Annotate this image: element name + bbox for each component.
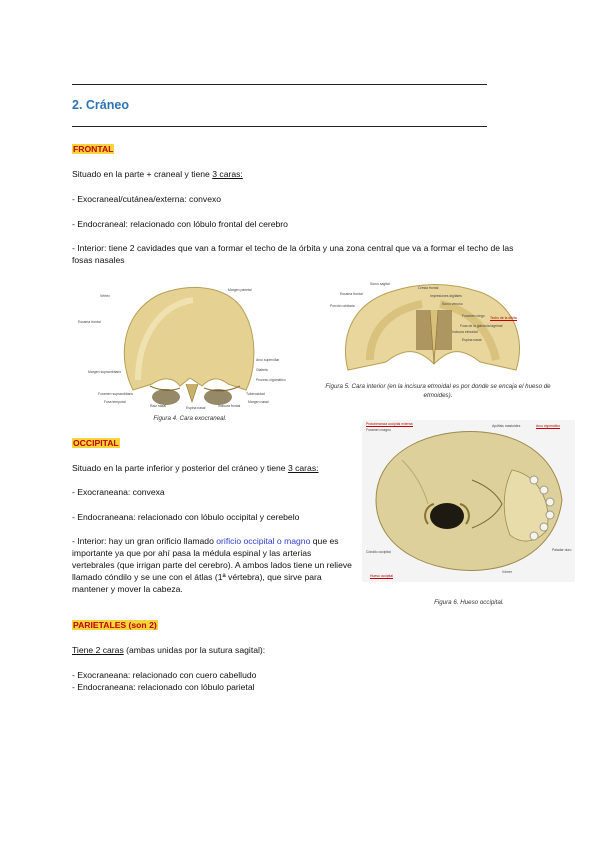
frontal-item-exocraneal: - Exocraneal/cutánea/externa: convexo (72, 194, 222, 204)
fig4-label: Raíz nasal (150, 404, 167, 408)
occipital-interior-text-before: - Interior: hay un gran orificio llamado (72, 536, 217, 546)
fig5-label: Porción orbitaria (330, 304, 355, 308)
fig4-label: Tuberosidad (246, 392, 265, 396)
fig5-label: Cresta frontal (418, 286, 439, 290)
figure-4-frontal-exocraneal-image (78, 280, 296, 410)
figure-5-frontal-interior-image (330, 280, 540, 378)
figure-6-caption: Figura 6. Hueso occipital. (434, 599, 504, 606)
fig6-label: Protuberancia occipital externa (366, 422, 413, 426)
parietales-item-exocraneana: - Exocraneana: relacionado con cuero cabelludo (72, 670, 257, 680)
figure-6-occipital-image (362, 420, 575, 582)
fig4-label: Incisura frontal (218, 404, 241, 408)
fig5-label: Impresiones digitales (430, 294, 462, 298)
occipital-interior-text-after: que es importante ya que por ahí pasa la médula espinal y las arterias vertebrales (que irrigan parte del cerebro). A ambos lados tiene un relieve llamado cóndilo y se une con el átlas (1ª vértebra), que sirve para mantener y mover la cabeza. (72, 536, 352, 594)
occipital-item-endocraneana: - Endocraneana: relacionado con lóbulo occipital y cerebelo (72, 512, 300, 522)
figure-4-caption: Figura 4. Cara exocraneal. (153, 415, 227, 422)
fig4-label: Arco superciliar (256, 358, 280, 362)
parietales-item-endocraneana: - Endocraneana: relacionado con lóbulo parietal (72, 682, 255, 692)
fig5-label: Surco venoso (442, 302, 463, 306)
fig4-label: Margen nasal (248, 400, 269, 404)
fig5-label: Escama frontal (340, 292, 363, 296)
fig5-label: Fosa de la glándula lagrimal (460, 324, 503, 328)
occipital-intro (72, 462, 319, 474)
occipital-heading: OCCIPITAL (73, 438, 119, 448)
occipital-item-exocraneana: - Exocraneana: convexa (72, 487, 165, 497)
frontal-item-endocraneal: - Endocraneal: relacionado con lóbulo frontal del cerebro (72, 219, 288, 229)
fig6-label: Hueso occipital (370, 574, 393, 578)
fig4-label: Espina nasal (186, 406, 206, 410)
occipital-intro-text: Situado en la parte inferior y posterior del cráneo y tiene (72, 463, 288, 473)
fig4-label: Fosa temporal (104, 400, 126, 404)
fig5-label: Techo de la órbita (490, 316, 517, 320)
parietales-intro (72, 644, 265, 656)
fig4-label: Vértex (100, 294, 110, 298)
fig6-label: Paladar duro (552, 548, 572, 552)
occipital-item-interior (72, 535, 356, 595)
frontal-intro-underlined: 3 caras: (212, 169, 243, 179)
parietales-heading-line (72, 619, 158, 631)
fig6-label: Vómer (502, 570, 512, 574)
fig5-label: Espina nasal (462, 338, 482, 342)
figure-5-caption: Figura 5. Cara interior (en la incisura etmoidal es por donde se encaja el hueso de etmoides). (325, 383, 551, 399)
fig6-label: Arco cigomático (536, 424, 561, 428)
skull-base-illustration (362, 420, 575, 582)
occipital-heading-line (72, 437, 120, 449)
fig4-label: Margen parietal (228, 288, 252, 292)
fig4-label: Glabela (256, 368, 268, 372)
foramen-magno-term: orificio occipital o magno (216, 536, 311, 546)
frontal-heading-line (72, 143, 114, 155)
fig4-label: Proceso cigomático (256, 378, 286, 382)
section-title: 2. Cráneo (72, 98, 129, 112)
fig5-label: Surco sagital (370, 282, 390, 286)
fig4-label: Escama frontal (78, 320, 101, 324)
title-underline-rule (72, 126, 487, 127)
frontal-skull-exterior-illustration (78, 280, 296, 410)
top-rule (72, 84, 487, 85)
parietales-intro-underlined: Tiene 2 caras (72, 645, 124, 655)
occipital-intro-underlined: 3 caras: (287, 463, 319, 473)
parietales-heading: PARIETALES (son 2) (73, 620, 157, 630)
frontal-item-interior: - Interior: tiene 2 cavidades que van a formar el techo de la órbita y una zona central que va a formar el techo de las fosas nasales (72, 243, 514, 265)
fig6-label: Foramen magno (366, 428, 391, 432)
fig5-label: Incisura etmoidal (452, 330, 478, 334)
fig6-label: Cóndilo occipital (366, 550, 391, 554)
fig6-label: Apófisis mastoides (492, 424, 521, 428)
frontal-intro (72, 168, 243, 180)
fig5-label: Foramen ciego (462, 314, 485, 318)
parietales-intro-text: (ambas unidas por la sutura sagital): (123, 645, 266, 655)
frontal-heading: FRONTAL (73, 144, 114, 154)
fig4-label: Margen supraorbitario (88, 370, 122, 374)
frontal-intro-text: Situado en la parte + craneal y tiene (72, 169, 213, 179)
fig4-label: Foramen supraorbitario (98, 392, 134, 396)
